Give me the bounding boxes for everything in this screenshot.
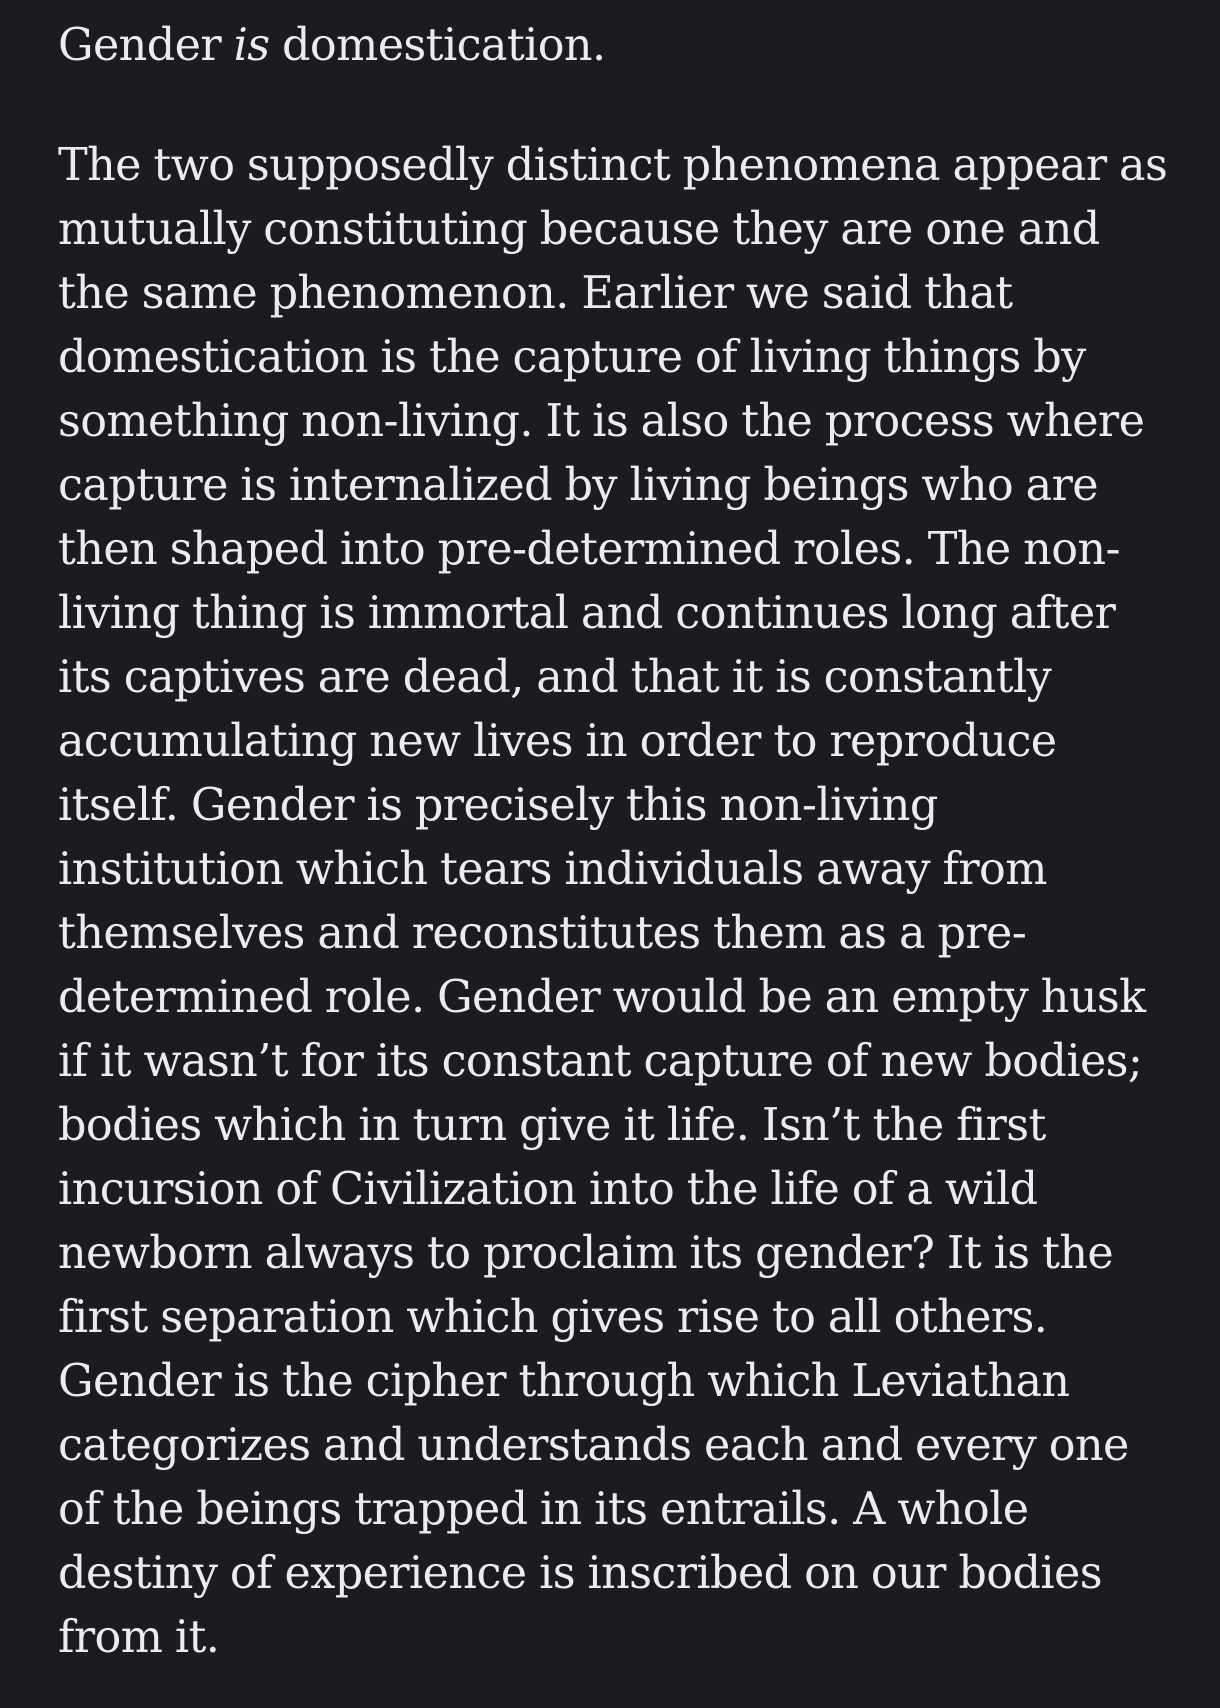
opening-text-end: domestication. [269, 20, 606, 71]
paragraph-line: destiny of experience is inscribed on our bodies [58, 1548, 1102, 1599]
paragraph-line: if it wasn’t for its constant capture of new bodies; [58, 1036, 1143, 1087]
paragraph-line: living thing is immortal and continues long after [58, 588, 1116, 639]
paragraph-line: something non-living. It is also the process where [58, 396, 1145, 447]
opening-statement [58, 14, 1198, 78]
paragraph-line: institution which tears individuals away from [58, 844, 1047, 895]
paragraph-line: accumulating new lives in order to reproduce [58, 716, 1057, 767]
paragraph-line: The two supposedly distinct phenomena appear as [58, 140, 1168, 191]
paragraph-line: capture is internalized by living beings who are [58, 460, 1099, 511]
paragraph-line: mutually constituting because they are one and [58, 204, 1100, 255]
paragraph-line: Gender is the cipher through which Leviathan [58, 1356, 1070, 1407]
paragraph-line: themselves and reconstitutes them as a pre- [58, 908, 1027, 959]
paragraph-line: incursion of Civilization into the life of a wild [58, 1164, 1038, 1215]
article-body [58, 14, 1198, 1670]
paragraph-line: bodies which in turn give it life. Isn’t the first [58, 1100, 1046, 1151]
paragraph-line: newborn always to proclaim its gender? It is the [58, 1228, 1114, 1279]
paragraph-line: first separation which gives rise to all others. [58, 1292, 1048, 1343]
paragraph-line: the same phenomenon. Earlier we said that [58, 268, 1013, 319]
paragraph-line: its captives are dead, and that it is constantly [58, 652, 1052, 703]
emphasized-word: is [233, 20, 270, 71]
paragraph-line: determined role. Gender would be an empty husk [58, 972, 1146, 1023]
paragraph-line: itself. Gender is precisely this non-living [58, 780, 938, 831]
paragraph-line: from it. [58, 1612, 220, 1663]
paragraph-line: of the beings trapped in its entrails. A whole [58, 1484, 1029, 1535]
paragraph-line: categorizes and understands each and every one [58, 1420, 1129, 1471]
opening-text-start: Gender [58, 20, 234, 71]
paragraph-line: domestication is the capture of living things by [58, 332, 1086, 383]
paragraph-line: then shaped into pre-determined roles. The non- [58, 524, 1120, 575]
body-paragraph [58, 134, 1198, 1670]
